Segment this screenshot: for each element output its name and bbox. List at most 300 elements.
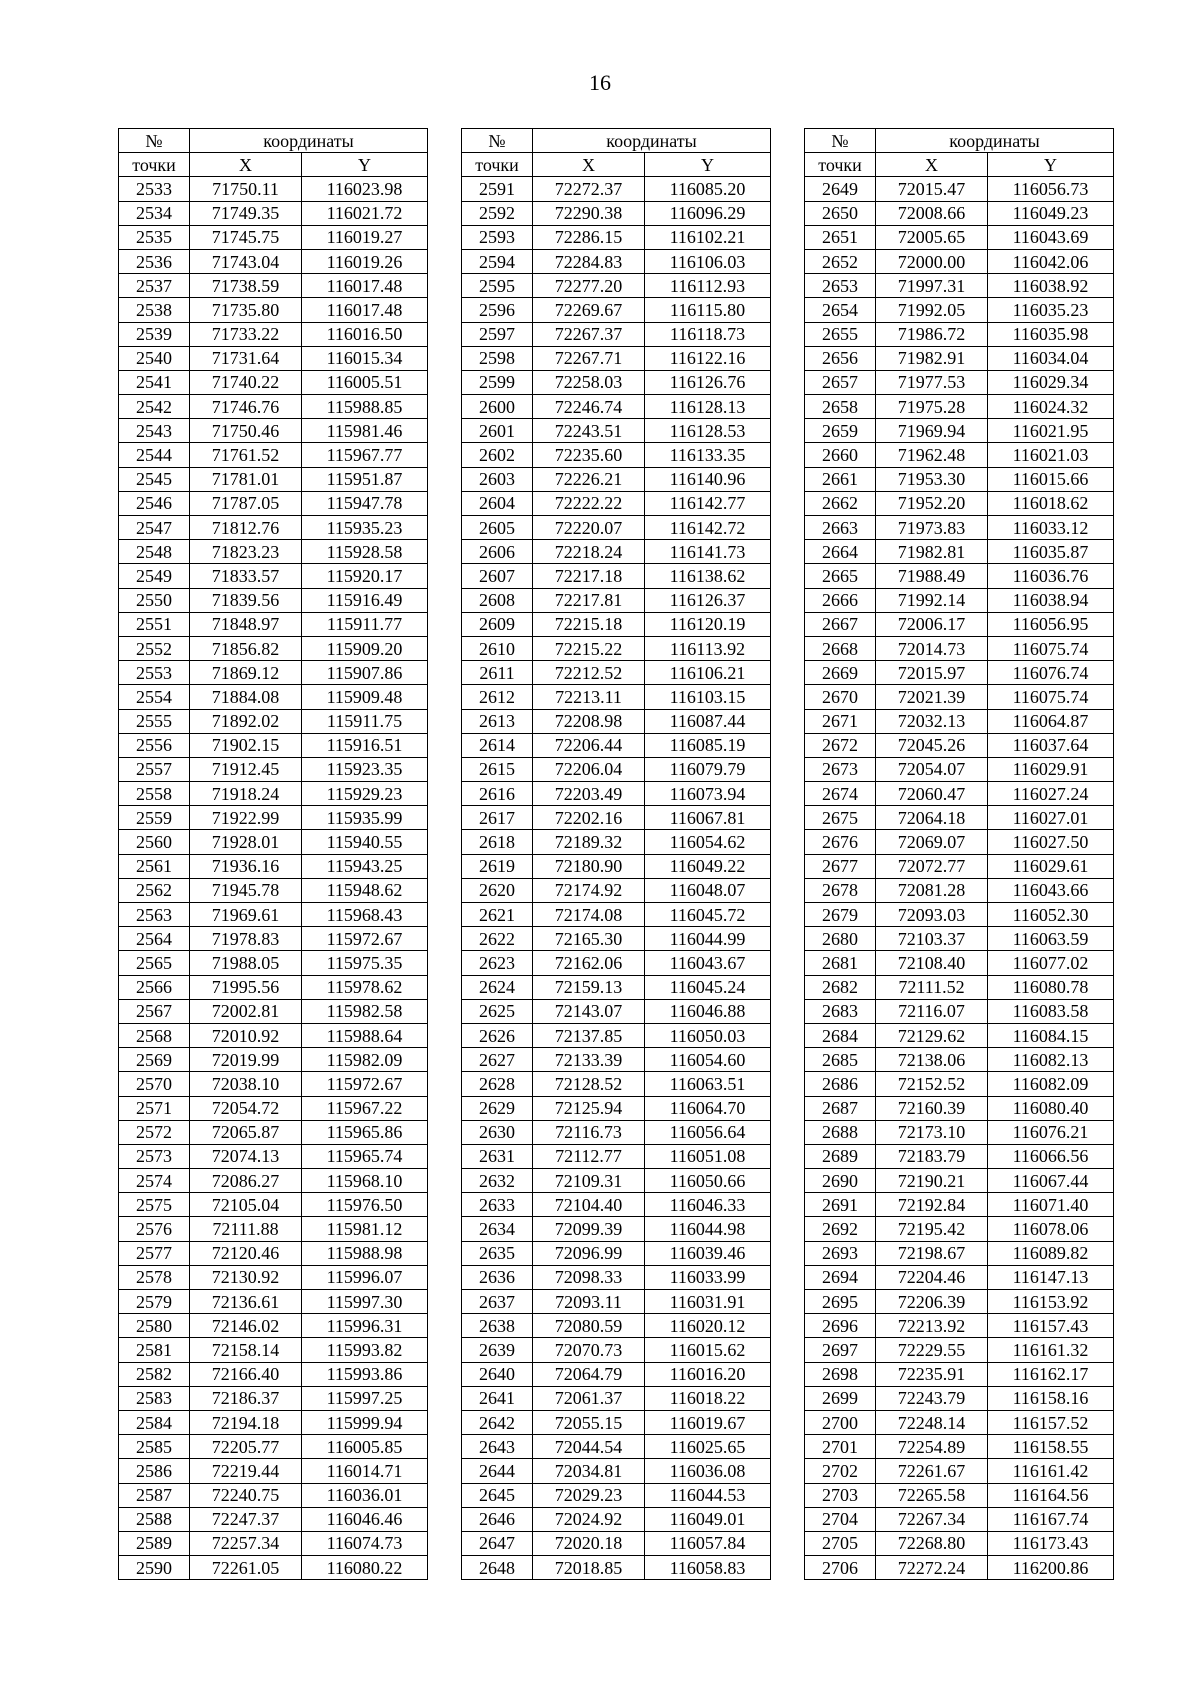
table-row [462, 1096, 771, 1120]
y-coordinate-cell: 116087.44 [645, 709, 771, 733]
x-coordinate-cell: 72093.03 [876, 903, 988, 927]
y-coordinate-cell: 116106.21 [645, 661, 771, 685]
x-coordinate-cell: 72240.75 [190, 1483, 302, 1507]
point-number-cell: 2550 [119, 588, 190, 612]
table-row [119, 564, 428, 588]
y-coordinate-cell: 115978.62 [302, 975, 428, 999]
x-coordinate-cell: 72143.07 [533, 999, 645, 1023]
point-number-cell: 2658 [805, 395, 876, 419]
y-coordinate-cell: 115920.17 [302, 564, 428, 588]
table-row [462, 1507, 771, 1531]
x-coordinate-cell: 72290.38 [533, 201, 645, 225]
y-coordinate-cell: 116019.27 [302, 225, 428, 249]
table-row [805, 782, 1114, 806]
table-row [462, 1048, 771, 1072]
y-coordinate-cell: 116044.99 [645, 927, 771, 951]
point-number-cell: 2589 [119, 1531, 190, 1555]
y-coordinate-cell: 116027.01 [988, 806, 1114, 830]
table-row [462, 975, 771, 999]
y-coordinate-cell: 116089.82 [988, 1241, 1114, 1265]
x-coordinate-cell: 71995.56 [190, 975, 302, 999]
point-number-cell: 2574 [119, 1169, 190, 1193]
point-number-cell: 2542 [119, 395, 190, 419]
table-row [119, 177, 428, 201]
table-row [805, 1096, 1114, 1120]
y-coordinate-cell: 116126.76 [645, 370, 771, 394]
table-row [805, 733, 1114, 757]
table-row [119, 1096, 428, 1120]
x-coordinate-cell: 72065.87 [190, 1120, 302, 1144]
x-coordinate-cell: 72215.18 [533, 612, 645, 636]
point-number-cell: 2632 [462, 1169, 533, 1193]
x-coordinate-cell: 72120.46 [190, 1241, 302, 1265]
point-number-cell: 2690 [805, 1169, 876, 1193]
point-number-cell: 2687 [805, 1096, 876, 1120]
point-number-cell: 2654 [805, 298, 876, 322]
point-number-cell: 2593 [462, 225, 533, 249]
y-coordinate-cell: 116020.12 [645, 1314, 771, 1338]
table-row [119, 588, 428, 612]
number-header: № [462, 129, 533, 153]
table-row [462, 1265, 771, 1289]
y-coordinate-cell: 116035.87 [988, 540, 1114, 564]
y-coordinate-cell: 116025.65 [645, 1435, 771, 1459]
x-coordinate-cell: 71902.15 [190, 733, 302, 757]
point-number-cell: 2692 [805, 1217, 876, 1241]
x-coordinate-cell: 72183.79 [876, 1144, 988, 1168]
x-coordinate-cell: 72055.15 [533, 1410, 645, 1434]
y-coordinate-cell: 115909.20 [302, 636, 428, 660]
header-row [119, 129, 428, 153]
x-coordinate-cell: 72044.54 [533, 1435, 645, 1459]
x-coordinate-cell: 72286.15 [533, 225, 645, 249]
x-coordinate-cell: 72111.88 [190, 1217, 302, 1241]
y-coordinate-cell: 115968.43 [302, 903, 428, 927]
table-row [462, 636, 771, 660]
y-coordinate-cell: 116080.40 [988, 1096, 1114, 1120]
x-coordinate-cell: 72208.98 [533, 709, 645, 733]
x-coordinate-cell: 72248.14 [876, 1410, 988, 1434]
point-number-cell: 2657 [805, 370, 876, 394]
point-number-cell: 2584 [119, 1410, 190, 1434]
y-coordinate-cell: 116017.48 [302, 274, 428, 298]
table-row [462, 516, 771, 540]
x-coordinate-cell: 71856.82 [190, 636, 302, 660]
point-number-cell: 2559 [119, 806, 190, 830]
y-coordinate-cell: 116044.98 [645, 1217, 771, 1241]
point-number-cell: 2681 [805, 951, 876, 975]
table-row [462, 782, 771, 806]
y-coordinate-cell: 116054.62 [645, 830, 771, 854]
y-coordinate-cell: 116113.92 [645, 636, 771, 660]
point-number-cell: 2695 [805, 1290, 876, 1314]
y-coordinate-cell: 116018.62 [988, 491, 1114, 515]
point-number-cell: 2659 [805, 419, 876, 443]
y-coordinate-cell: 116120.19 [645, 612, 771, 636]
coordinates-header: координаты [533, 129, 771, 153]
y-coordinate-cell: 115982.09 [302, 1048, 428, 1072]
y-coordinate-cell: 116128.13 [645, 395, 771, 419]
table-row [119, 1362, 428, 1386]
y-coordinate-cell: 116021.95 [988, 419, 1114, 443]
x-coordinate-cell: 72069.07 [876, 830, 988, 854]
page-number: 16 [589, 70, 611, 95]
table-row [119, 1290, 428, 1314]
x-coordinate-cell: 71839.56 [190, 588, 302, 612]
point-number-cell: 2671 [805, 709, 876, 733]
point-number-cell: 2573 [119, 1144, 190, 1168]
y-coordinate-cell: 115968.10 [302, 1169, 428, 1193]
point-number-cell: 2590 [119, 1556, 190, 1580]
header-row [119, 153, 428, 177]
point-number-cell: 2534 [119, 201, 190, 225]
table-row [462, 757, 771, 781]
y-coordinate-cell: 116106.03 [645, 249, 771, 273]
y-coordinate-cell: 116016.20 [645, 1362, 771, 1386]
point-number-cell: 2558 [119, 782, 190, 806]
x-coordinate-cell: 72116.07 [876, 999, 988, 1023]
table-row [462, 878, 771, 902]
table-row [119, 1023, 428, 1047]
point-number-cell: 2625 [462, 999, 533, 1023]
table-row [119, 782, 428, 806]
point-number-cell: 2543 [119, 419, 190, 443]
y-coordinate-cell: 116085.20 [645, 177, 771, 201]
table-row [119, 1072, 428, 1096]
table-row [805, 1410, 1114, 1434]
point-number-cell: 2552 [119, 636, 190, 660]
x-coordinate-cell: 72174.08 [533, 903, 645, 927]
coordinates-table-3 [804, 128, 1114, 1580]
point-number-cell: 2668 [805, 636, 876, 660]
y-coordinate-cell: 116029.91 [988, 757, 1114, 781]
point-number-cell: 2540 [119, 346, 190, 370]
y-coordinate-cell: 115993.86 [302, 1362, 428, 1386]
y-coordinate-cell: 115916.49 [302, 588, 428, 612]
y-coordinate-cell: 116075.74 [988, 636, 1114, 660]
table-row [119, 1241, 428, 1265]
y-coordinate-cell: 115948.62 [302, 878, 428, 902]
table-row [805, 1435, 1114, 1459]
x-coordinate-cell: 71740.22 [190, 370, 302, 394]
x-coordinate-cell: 72072.77 [876, 854, 988, 878]
x-coordinate-cell: 72014.73 [876, 636, 988, 660]
table-row [805, 709, 1114, 733]
y-coordinate-cell: 115929.23 [302, 782, 428, 806]
point-number-cell: 2609 [462, 612, 533, 636]
table-row [805, 878, 1114, 902]
x-coordinate-cell: 72229.55 [876, 1338, 988, 1362]
y-coordinate-cell: 116102.21 [645, 225, 771, 249]
x-coordinate-cell: 71735.80 [190, 298, 302, 322]
point-number-cell: 2607 [462, 564, 533, 588]
x-coordinate-cell: 71746.76 [190, 395, 302, 419]
x-coordinate-cell: 72243.51 [533, 419, 645, 443]
point-number-cell: 2564 [119, 927, 190, 951]
y-coordinate-cell: 116128.53 [645, 419, 771, 443]
y-coordinate-cell: 116046.88 [645, 999, 771, 1023]
x-coordinate-cell: 72205.77 [190, 1435, 302, 1459]
table-row [805, 467, 1114, 491]
y-coordinate-cell: 115976.50 [302, 1193, 428, 1217]
table-row [119, 806, 428, 830]
y-coordinate-cell: 115988.85 [302, 395, 428, 419]
point-number-cell: 2535 [119, 225, 190, 249]
x-coordinate-cell: 72099.39 [533, 1217, 645, 1241]
table-row [805, 491, 1114, 515]
table-row [119, 612, 428, 636]
y-coordinate-cell: 115935.23 [302, 516, 428, 540]
point-number-cell: 2638 [462, 1314, 533, 1338]
x-coordinate-cell: 72272.24 [876, 1556, 988, 1580]
point-number-cell: 2545 [119, 467, 190, 491]
x-coordinate-cell: 72235.60 [533, 443, 645, 467]
x-coordinate-cell: 72103.37 [876, 927, 988, 951]
x-coordinate-cell: 72096.99 [533, 1241, 645, 1265]
point-number-cell: 2549 [119, 564, 190, 588]
x-coordinate-cell: 72060.47 [876, 782, 988, 806]
y-coordinate-cell: 116057.84 [645, 1531, 771, 1555]
table-row [462, 830, 771, 854]
x-coordinate-cell: 72206.04 [533, 757, 645, 781]
table-row [119, 322, 428, 346]
table-row [805, 249, 1114, 273]
y-coordinate-cell: 116034.04 [988, 346, 1114, 370]
table-row [462, 1217, 771, 1241]
table-row [462, 709, 771, 733]
x-coordinate-cell: 72061.37 [533, 1386, 645, 1410]
y-header: Y [988, 153, 1114, 177]
point-number-cell: 2660 [805, 443, 876, 467]
x-coordinate-cell: 72005.65 [876, 225, 988, 249]
point-number-cell: 2662 [805, 491, 876, 515]
point-number-cell: 2537 [119, 274, 190, 298]
table-row [805, 854, 1114, 878]
x-coordinate-cell: 72174.92 [533, 878, 645, 902]
y-coordinate-cell: 116076.21 [988, 1120, 1114, 1144]
y-coordinate-cell: 116024.32 [988, 395, 1114, 419]
table-row [805, 225, 1114, 249]
y-coordinate-cell: 116036.76 [988, 564, 1114, 588]
x-coordinate-cell: 71731.64 [190, 346, 302, 370]
y-coordinate-cell: 115951.87 [302, 467, 428, 491]
point-number-cell: 2670 [805, 685, 876, 709]
header-row [805, 153, 1114, 177]
y-coordinate-cell: 116019.67 [645, 1410, 771, 1434]
y-coordinate-cell: 116115.80 [645, 298, 771, 322]
y-coordinate-cell: 116037.64 [988, 733, 1114, 757]
table-row [805, 661, 1114, 685]
y-coordinate-cell: 116066.56 [988, 1144, 1114, 1168]
y-coordinate-cell: 116054.60 [645, 1048, 771, 1072]
point-number-cell: 2699 [805, 1386, 876, 1410]
x-coordinate-cell: 71945.78 [190, 878, 302, 902]
table-row [805, 1072, 1114, 1096]
point-number-cell: 2560 [119, 830, 190, 854]
y-coordinate-cell: 116018.22 [645, 1386, 771, 1410]
y-coordinate-cell: 116049.23 [988, 201, 1114, 225]
y-coordinate-cell: 116082.13 [988, 1048, 1114, 1072]
y-coordinate-cell: 115947.78 [302, 491, 428, 515]
point-header: точки [119, 153, 190, 177]
y-coordinate-cell: 116067.44 [988, 1169, 1114, 1193]
y-coordinate-cell: 115923.35 [302, 757, 428, 781]
table-row [119, 443, 428, 467]
point-number-cell: 2622 [462, 927, 533, 951]
x-coordinate-cell: 72015.97 [876, 661, 988, 685]
point-number-cell: 2533 [119, 177, 190, 201]
x-coordinate-cell: 72194.18 [190, 1410, 302, 1434]
table-row [805, 419, 1114, 443]
x-coordinate-cell: 72158.14 [190, 1338, 302, 1362]
x-header: X [533, 153, 645, 177]
point-number-cell: 2648 [462, 1556, 533, 1580]
y-coordinate-cell: 116064.87 [988, 709, 1114, 733]
x-coordinate-cell: 72070.73 [533, 1338, 645, 1362]
x-coordinate-cell: 72054.72 [190, 1096, 302, 1120]
x-coordinate-cell: 72235.91 [876, 1362, 988, 1386]
y-coordinate-cell: 115993.82 [302, 1338, 428, 1362]
x-coordinate-cell: 72160.39 [876, 1096, 988, 1120]
table-row [805, 757, 1114, 781]
point-number-cell: 2547 [119, 516, 190, 540]
point-number-cell: 2705 [805, 1531, 876, 1555]
x-coordinate-cell: 72265.58 [876, 1483, 988, 1507]
x-coordinate-cell: 71986.72 [876, 322, 988, 346]
table-row [805, 1507, 1114, 1531]
table-row [119, 346, 428, 370]
y-coordinate-cell: 116058.83 [645, 1556, 771, 1580]
table-row [462, 1169, 771, 1193]
point-number-cell: 2703 [805, 1483, 876, 1507]
table-row [119, 1314, 428, 1338]
x-coordinate-cell: 71848.97 [190, 612, 302, 636]
x-coordinate-cell: 71928.01 [190, 830, 302, 854]
y-coordinate-cell: 116075.74 [988, 685, 1114, 709]
y-coordinate-cell: 116021.03 [988, 443, 1114, 467]
x-coordinate-cell: 72034.81 [533, 1459, 645, 1483]
x-coordinate-cell: 72246.74 [533, 395, 645, 419]
table-row [805, 540, 1114, 564]
y-coordinate-cell: 116112.93 [645, 274, 771, 298]
y-coordinate-cell: 116067.81 [645, 806, 771, 830]
table-row [119, 1193, 428, 1217]
x-coordinate-cell: 72000.00 [876, 249, 988, 273]
table-row [119, 201, 428, 225]
table-row [805, 1169, 1114, 1193]
table-row [462, 1556, 771, 1580]
x-coordinate-cell: 72189.32 [533, 830, 645, 854]
table-row [805, 1241, 1114, 1265]
y-coordinate-cell: 115940.55 [302, 830, 428, 854]
x-coordinate-cell: 72202.16 [533, 806, 645, 830]
table-row [119, 975, 428, 999]
point-number-cell: 2592 [462, 201, 533, 225]
x-coordinate-cell: 72104.40 [533, 1193, 645, 1217]
y-coordinate-cell: 116158.55 [988, 1435, 1114, 1459]
point-number-cell: 2618 [462, 830, 533, 854]
point-number-cell: 2678 [805, 878, 876, 902]
table-row [462, 903, 771, 927]
point-number-cell: 2641 [462, 1386, 533, 1410]
point-number-cell: 2598 [462, 346, 533, 370]
y-coordinate-cell: 116167.74 [988, 1507, 1114, 1531]
point-number-cell: 2613 [462, 709, 533, 733]
point-number-cell: 2701 [805, 1435, 876, 1459]
x-coordinate-cell: 72098.33 [533, 1265, 645, 1289]
table-row [462, 419, 771, 443]
y-coordinate-cell: 115997.30 [302, 1290, 428, 1314]
point-number-cell: 2694 [805, 1265, 876, 1289]
table-row [805, 1193, 1114, 1217]
point-number-cell: 2563 [119, 903, 190, 927]
number-header: № [805, 129, 876, 153]
table-row [805, 1144, 1114, 1168]
x-coordinate-cell: 72277.20 [533, 274, 645, 298]
y-coordinate-cell: 116049.22 [645, 854, 771, 878]
table-row [805, 1362, 1114, 1386]
table-row [462, 612, 771, 636]
point-number-cell: 2674 [805, 782, 876, 806]
y-coordinate-cell: 116140.96 [645, 467, 771, 491]
y-coordinate-cell: 116029.34 [988, 370, 1114, 394]
y-coordinate-cell: 115988.98 [302, 1241, 428, 1265]
y-coordinate-cell: 116049.01 [645, 1507, 771, 1531]
table-row [119, 395, 428, 419]
table-row [462, 927, 771, 951]
point-number-cell: 2615 [462, 757, 533, 781]
point-number-cell: 2691 [805, 1193, 876, 1217]
table-row [119, 661, 428, 685]
table-row [805, 370, 1114, 394]
table-row [462, 177, 771, 201]
point-number-cell: 2583 [119, 1386, 190, 1410]
point-number-cell: 2548 [119, 540, 190, 564]
table-row [805, 201, 1114, 225]
y-coordinate-cell: 116036.01 [302, 1483, 428, 1507]
y-coordinate-cell: 116015.34 [302, 346, 428, 370]
x-coordinate-cell: 72218.24 [533, 540, 645, 564]
point-number-cell: 2647 [462, 1531, 533, 1555]
point-number-cell: 2629 [462, 1096, 533, 1120]
y-coordinate-cell: 115916.51 [302, 733, 428, 757]
x-coordinate-cell: 72038.10 [190, 1072, 302, 1096]
y-coordinate-cell: 115996.31 [302, 1314, 428, 1338]
x-coordinate-cell: 72008.66 [876, 201, 988, 225]
point-number-cell: 2617 [462, 806, 533, 830]
point-number-cell: 2541 [119, 370, 190, 394]
table-row [805, 1483, 1114, 1507]
point-number-cell: 2594 [462, 249, 533, 273]
point-number-cell: 2604 [462, 491, 533, 515]
point-number-cell: 2562 [119, 878, 190, 902]
y-coordinate-cell: 115972.67 [302, 1072, 428, 1096]
x-coordinate-cell: 72190.21 [876, 1169, 988, 1193]
table-row [462, 1410, 771, 1434]
x-coordinate-cell: 71977.53 [876, 370, 988, 394]
table-row [119, 1169, 428, 1193]
y-coordinate-cell: 116016.50 [302, 322, 428, 346]
table-row [119, 1120, 428, 1144]
table-row [462, 1386, 771, 1410]
table-row [805, 830, 1114, 854]
point-number-cell: 2612 [462, 685, 533, 709]
point-number-cell: 2669 [805, 661, 876, 685]
x-coordinate-cell: 72213.11 [533, 685, 645, 709]
x-coordinate-cell: 72093.11 [533, 1290, 645, 1314]
point-number-cell: 2588 [119, 1507, 190, 1531]
point-number-cell: 2587 [119, 1483, 190, 1507]
